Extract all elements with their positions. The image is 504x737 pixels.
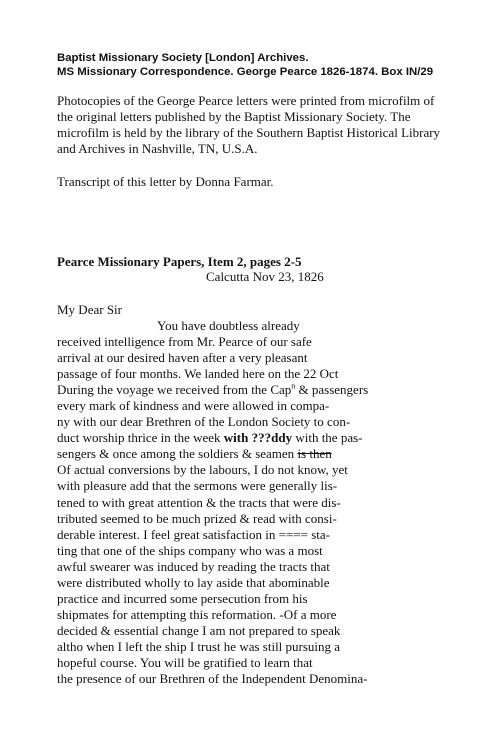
item-title: Pearce Missionary Papers, Item 2, pages 2-5 (57, 254, 302, 269)
letter-line: every mark of kindness and were allowed in compa- (57, 398, 330, 414)
letter-line: You have doubtless already (157, 318, 300, 333)
letter-line: shipmates for attempting this reformation. -Of a more (57, 606, 337, 622)
letter-line: practice and incurred some persecution from his (57, 590, 308, 606)
archive-header-line-2: MS Missionary Correspondence. George Pearce 1826-1874. Box IN/29 (57, 66, 434, 78)
intro-paragraph (57, 93, 440, 157)
letter-line: derable interest. I feel great satisfaction in ==== sta- (57, 526, 330, 542)
letter-text: with the pas- (292, 430, 363, 446)
intro-line: microfilm is held by the library of the Southern Baptist Historical Library (57, 125, 441, 140)
letter-salutation: My Dear Sir (57, 302, 122, 317)
letter-line: arrival at our desired haven after a very pleasant (57, 350, 308, 366)
intro-line: Photocopies of the George Pearce letters were printed from microfilm of (57, 93, 435, 108)
superscript-text: n (291, 381, 296, 391)
letter-line: Of actual conversions by the labours, I do not know, yet (57, 462, 348, 478)
letter-line (57, 430, 368, 446)
letter-line (57, 382, 368, 398)
letter-text: & passengers (295, 382, 369, 398)
letter-line: were distributed wholly to lay aside that abominable (57, 574, 330, 590)
letter-line: the presence of our Brethren of the Independent Denomina- (57, 671, 368, 687)
letter-line: hopeful course. You will be gratified to learn that (57, 654, 313, 670)
letter-line (57, 446, 368, 462)
letter-text: During the voyage we received from the Cap (57, 382, 292, 398)
letter-line: tened to with great attention & the tracts that were dis- (57, 494, 341, 510)
letter-line: altho when I left the ship I trust he was still pursuing a (57, 638, 341, 654)
letter-line: with pleasure add that the sermons were generally lis- (57, 478, 338, 494)
letter-text: sengers & once among the soldiers & seamen (57, 446, 298, 462)
letter-line: ny with our dear Brethren of the London Society to con- (57, 414, 351, 430)
struck-through-text: is then (297, 446, 332, 462)
letter-line: received intelligence from Mr. Pearce of our safe (57, 334, 312, 350)
intro-line: and Archives in Nashville, TN, U.S.A. (57, 141, 258, 156)
letter-line: ting that one of the ships company who was a most (57, 542, 323, 558)
transcript-credit: Transcript of this letter by Donna Farmar. (57, 174, 274, 189)
letter-text: duct worship thrice in the week (57, 430, 224, 446)
letter-line: passage of four months. We landed here on the 22 Oct (57, 366, 339, 382)
intro-line: the original letters published by the Baptist Missionary Society. The (57, 109, 411, 124)
letter-dateline: Calcutta Nov 23, 1826 (206, 269, 324, 284)
uncertain-reading: with ???ddy (223, 430, 293, 446)
letter-line: tributed seemed to be much prized & read with consi- (57, 510, 337, 526)
letter-line: decided & essential change I am not prepared to speak (57, 622, 341, 638)
letter-line: awful swearer was induced by reading the tracts that (57, 558, 330, 574)
letter-body (57, 318, 368, 687)
archive-header-line-1: Baptist Missionary Society [London] Archives. (57, 52, 309, 64)
